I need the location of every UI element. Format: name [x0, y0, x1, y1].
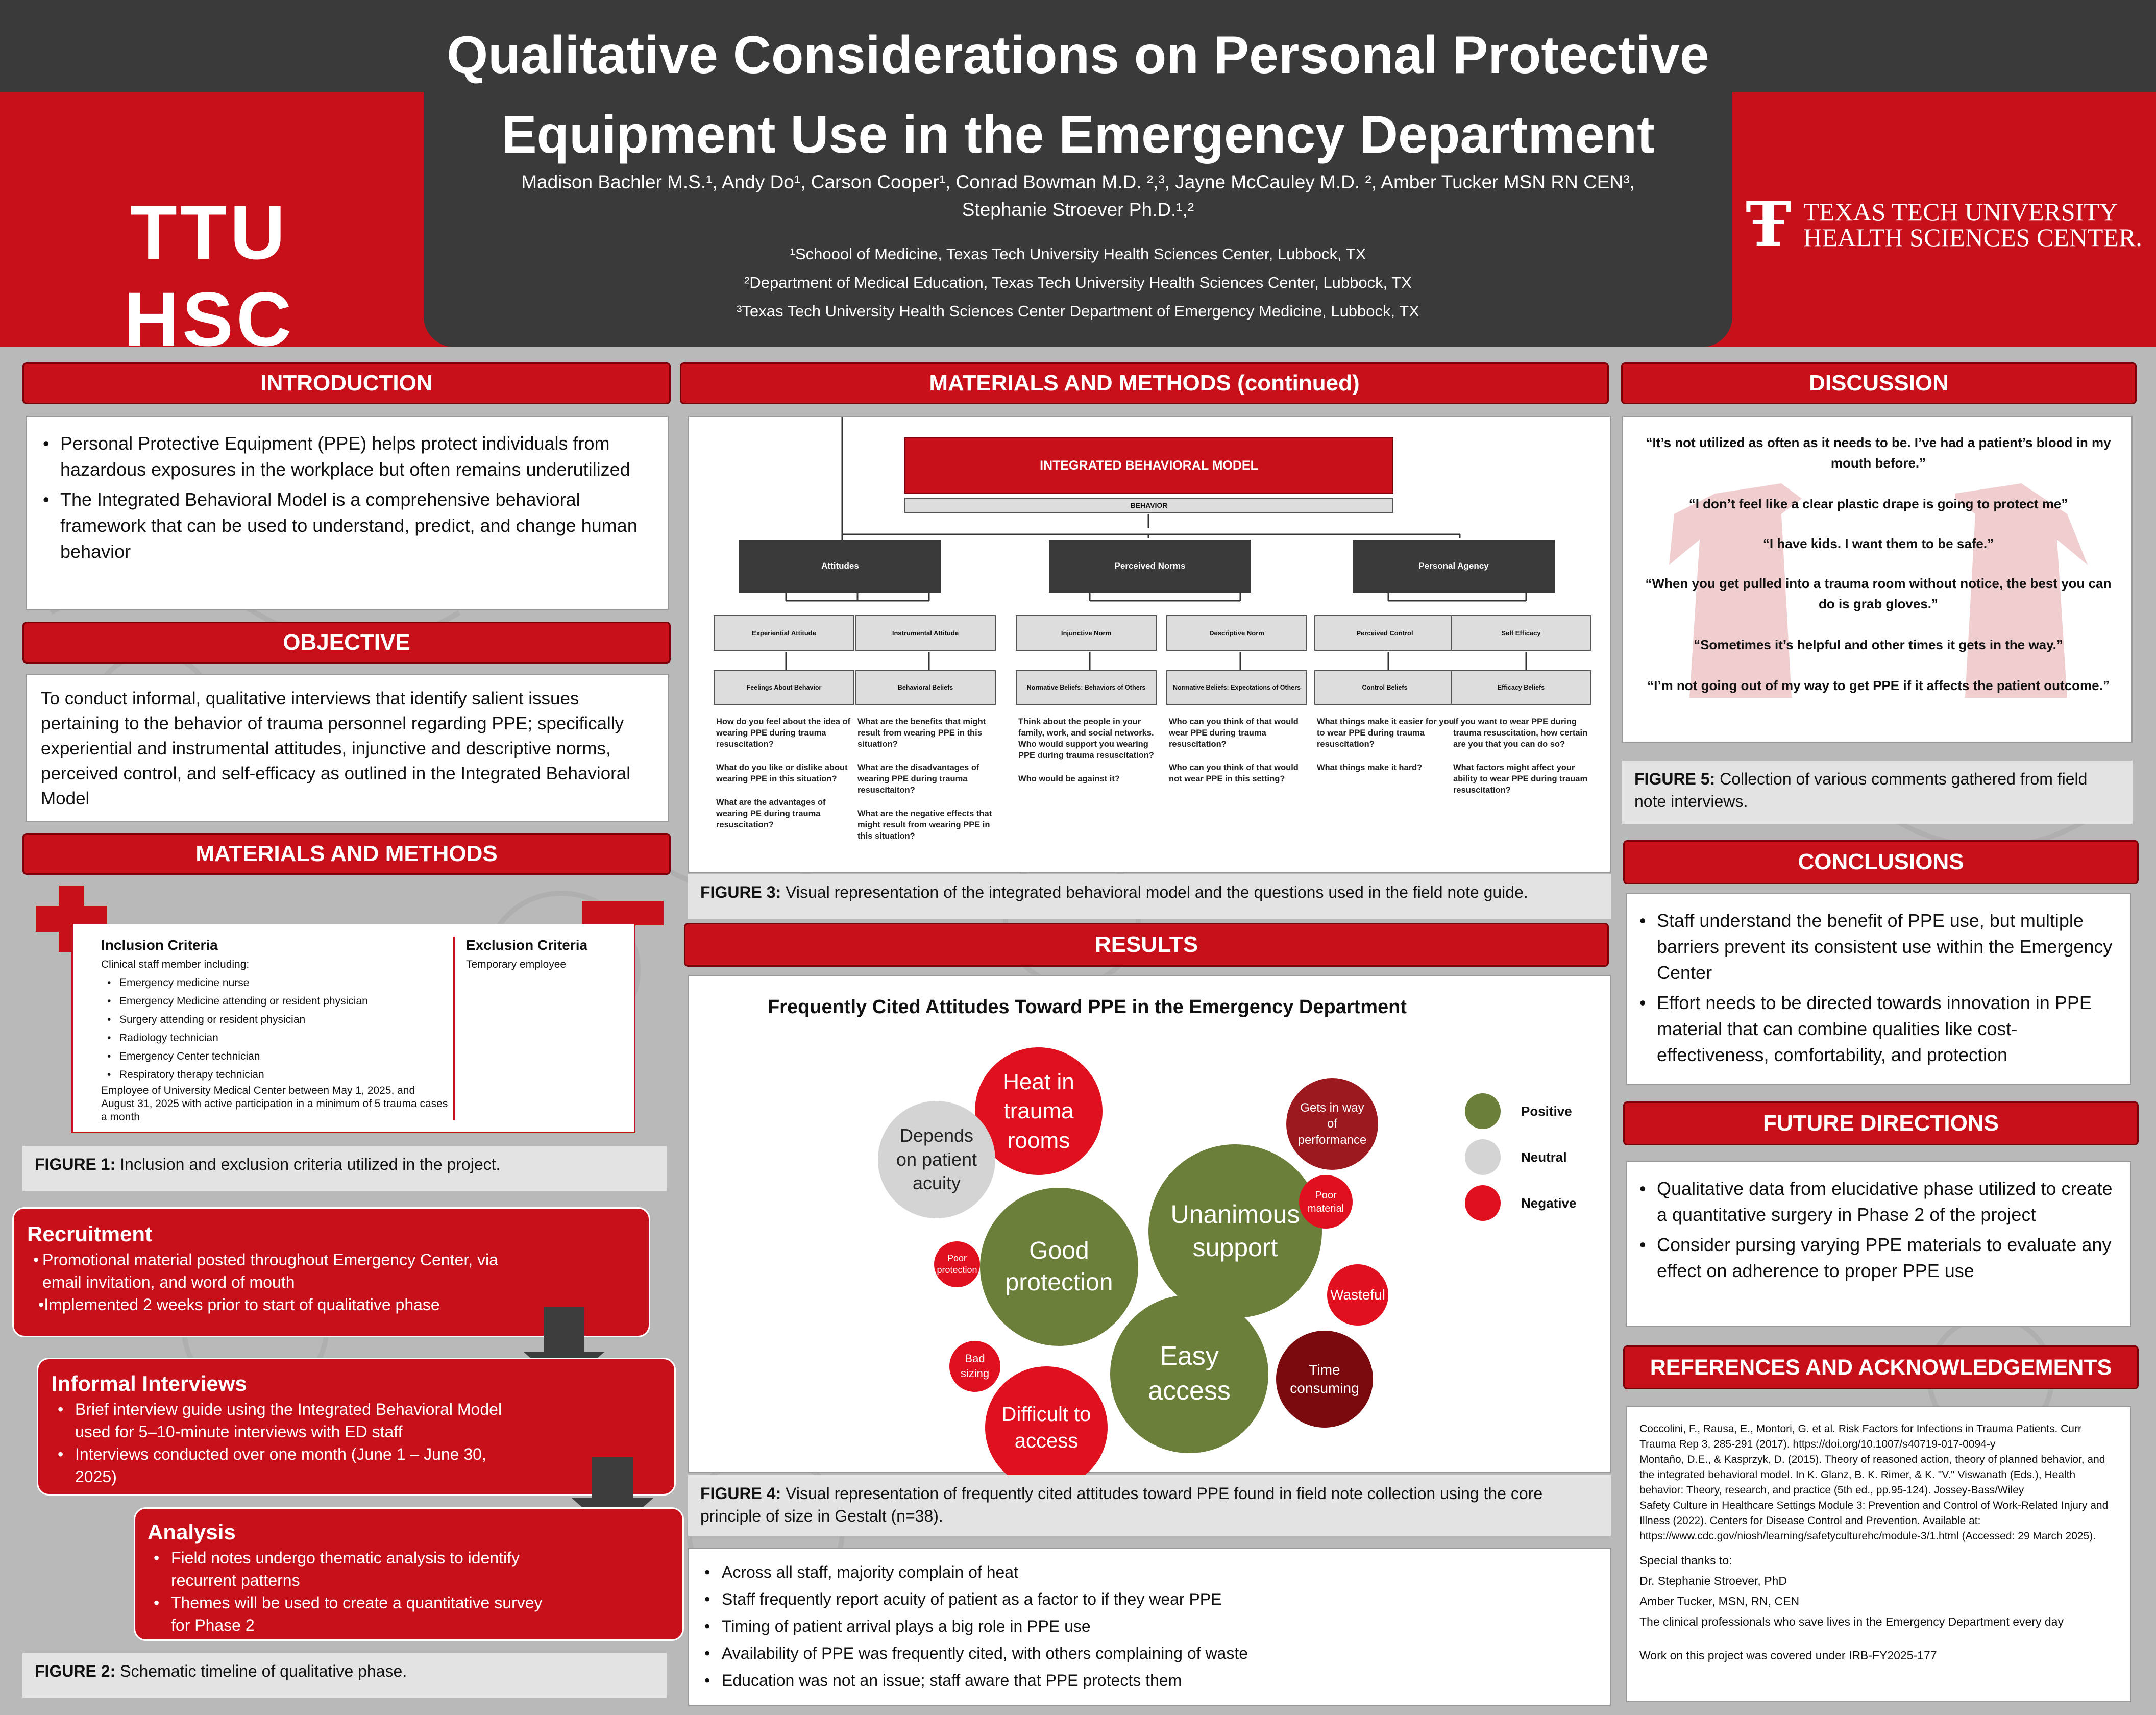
ttu-hsc-medicine-logo: TTU HSC [124, 189, 295, 362]
ibm-sub-construct: Descriptive Norm [1166, 615, 1307, 651]
ibm-question: Who can you think of that would not wear PPE in this setting? [1169, 763, 1298, 783]
inclusion-item: • Surgery attending or resident physician [101, 1011, 448, 1029]
future-directions-heading: FUTURE DIRECTIONS [1623, 1101, 2139, 1145]
ibm-sub-construct: Instrumental Attitude [855, 615, 996, 651]
attitude-bubble: Poor protection [934, 1241, 980, 1287]
discussion-heading: DISCUSSION [1621, 362, 2137, 404]
figure-1-caption: FIGURE 1: Inclusion and exclusion criteria utilized in the project. [22, 1146, 667, 1191]
interview-bullet: • Brief interview guide using the Integrated Behavioral Model used for 5–10-minute interviews with ED staff [52, 1398, 521, 1443]
ibm-question: How do you feel about the idea of wearing PPE during trauma resuscitation? [716, 717, 851, 749]
behavior-box: BEHAVIOR [904, 498, 1393, 513]
ibm-question: What are the advantages of wearing PE during trauma resuscitation? [716, 798, 826, 829]
informal-interviews-step: Informal Interviews • Brief interview guide using the Integrated Behavioral Model used for 5–10-minute interviews with ED staff • Interviews conducted over one month (June 1 – June 30, 2025) [37, 1358, 676, 1496]
timeline-arrow-stem [544, 1307, 584, 1353]
inclusion-item: • Emergency Medicine attending or resident physician [101, 992, 448, 1011]
ibm-belief-box: Efficacy Beliefs [1451, 670, 1591, 705]
results-bullet: • Availability of PPE was frequently cited, with others complaining of waste [698, 1640, 1601, 1667]
ibm-question: What things make it easier for you to wear PPE during trauma resuscitation? [1317, 717, 1454, 749]
authors: Madison Bachler M.S.¹, Andy Do¹, Carson Cooper¹, Conrad Bowman M.D. ²,³, Jayne McCauley M.D. ², Amber Tucker MSN RN CEN³, Stephanie Stroever Ph.D.¹,² [521, 172, 1635, 220]
ibm-question-group [1453, 716, 1594, 808]
ibm-question-group [857, 716, 998, 854]
conclusions-panel [1626, 893, 2132, 1085]
intro-bullet: • The Integrated Behavioral Model is a comprehensive behavioral framework that can be used to understand, predict, and change human behavior [37, 486, 657, 565]
legend-swatch [1465, 1185, 1501, 1221]
recruitment-step: Recruitment • Promotional material posted throughout Emergency Center, via email invitation, and word of mouth •Implemented 2 weeks prior to start of qualitative phase [12, 1207, 650, 1337]
ibm-belief-box: Normative Beliefs: Behaviors of Others [1016, 670, 1157, 705]
ibm-sub-construct: Self Efficacy [1451, 615, 1591, 651]
construct-perceived-norms: Perceived Norms [1049, 540, 1251, 593]
results-panel [688, 1548, 1611, 1706]
ibm-question: What factors might affect your ability to wear PPE during trauam resuscitation? [1453, 763, 1588, 795]
inclusion-item: • Radiology technician [101, 1029, 448, 1047]
ibm-title-box: INTEGRATED BEHAVIORAL MODEL [904, 437, 1393, 494]
conclusions-heading: CONCLUSIONS [1623, 840, 2139, 884]
attitude-bubble: Depends on patient acuity [878, 1101, 995, 1218]
interview-quote: “I have kids. I want them to be safe.” [1762, 536, 1994, 551]
attitudes-bubble-chart [688, 975, 1611, 1473]
objective-text: To conduct informal, qualitative interviews that identify salient issues pertaining to the behavior of trauma personnel regarding PPE; specifically experiential and instrumental attitudes, injunctive and descriptive norms, perceived control, and self-efficacy as outlined in the Integrated Behavioral Model [41, 689, 631, 808]
ibm-question: Think about the people in your family, work, and social networks. Who would support you wearing PPE during trauma resuscitation? [1018, 717, 1154, 760]
ibm-question: What are the negative effects that might result from wearing PPE in this situation? [857, 809, 992, 841]
legend-label: Positive [1521, 1104, 1572, 1119]
ibm-question-group [716, 716, 857, 843]
ibm-question: Who can you think of that would wear PPE during trauma resuscitation? [1169, 717, 1298, 749]
interview-quote: “When you get pulled into a trauma room without notice, the best you can do is grab gloves.” [1645, 576, 2112, 611]
objective-heading: OBJECTIVE [22, 622, 671, 664]
poster-title: Qualitative Considerations on Personal Protective Equipment Use in the Emergency Department [447, 26, 1709, 164]
ibm-question: What are the benefits that might result from wearing PPE in this situation? [857, 717, 986, 749]
ibm-question: What things make it hard? [1317, 763, 1423, 772]
exclusion-criteria: Exclusion Criteria Temporary employee [466, 937, 588, 970]
attitude-bubble: Poor material [1299, 1175, 1353, 1229]
results-bullet: • Education was not an issue; staff aware that PPE protects them [698, 1667, 1601, 1694]
results-bullet: • Across all staff, majority complain of heat [698, 1559, 1601, 1586]
interview-quote: “Sometimes it’s helpful and other times it gets in the way.” [1694, 637, 2063, 652]
interview-quote: “I’m not going out of my way to get PPE if it affects the patient outcome.” [1647, 678, 2110, 693]
timeline-arrow-stem [592, 1457, 633, 1498]
ibm-question: What do you like or dislike about wearing PPE in this situation? [716, 763, 848, 783]
inclusion-criteria: Inclusion Criteria Clinical staff member including: • Emergency medicine nurse • Emergency Medicine attending or resident physician • Surgery attending or resident physician • Radiology technician • Emergency Center technician • Respiratory therapy technician Employee of University Medical Center between May 1, 2025, and August 31, 2025 with active participation in a minimum of 5 trauma cases a month [101, 935, 448, 1124]
ibm-question-group [1018, 716, 1159, 797]
ibm-sub-construct: Experiential Attitude [714, 615, 854, 651]
attitude-bubble: Gets in way of performance [1286, 1078, 1378, 1170]
ibm-belief-box: Feelings About Behavior [714, 670, 854, 705]
legend-swatch [1465, 1139, 1501, 1175]
ibm-question: If you want to wear PPE during trauma resuscitation, how certain are you that you can do so? [1453, 717, 1588, 749]
red-bar-decoration [582, 901, 664, 925]
results-bullet: • Staff frequently report acuity of patient as a factor to if they wear PPE [698, 1586, 1601, 1613]
analysis-step: Analysis • Field notes undergo thematic analysis to identify recurrent patterns • Themes will be used to create a quantitative survey for Phase 2 [134, 1507, 684, 1641]
reference-1: Coccolini, F., Rausa, E., Montori, G. et al. Risk Factors for Infections in Trauma Patients. Curr Trauma Rep 3, 285-291 (2017). https://doi.org/10.1007/s40719-017-0094-y [1639, 1423, 2081, 1450]
results-bullet: • Timing of patient arrival plays a big role in PPE use [698, 1613, 1601, 1640]
future-directions-panel [1626, 1161, 2132, 1327]
construct-personal-agency: Personal Agency [1353, 540, 1555, 593]
introduction-heading: INTRODUCTION [22, 362, 671, 404]
methods-continued-heading: MATERIALS AND METHODS (continued) [680, 362, 1609, 404]
legend-label: Neutral [1521, 1149, 1567, 1165]
irb-note: Work on this project was covered under IRB-FY2025-177 [1639, 1649, 1937, 1662]
construct-attitudes: Attitudes [739, 540, 941, 593]
thanks-item: Amber Tucker, MSN, RN, CEN [1639, 1595, 1800, 1608]
analysis-bullet: • Field notes undergo thematic analysis to identify recurrent patterns [148, 1547, 556, 1591]
inclusion-item: • Emergency Center technician [101, 1047, 448, 1066]
results-heading: RESULTS [684, 923, 1609, 967]
inclusion-item: • Emergency medicine nurse [101, 974, 448, 992]
double-t-icon: Ŧ [1746, 188, 1792, 260]
analysis-bullet: • Themes will be used to create a quantitative survey for Phase 2 [148, 1591, 556, 1636]
texas-tech-hsc-logo: Ŧ TEXAS TECH UNIVERSITY HEALTH SCIENCES CENTER. [1746, 188, 2142, 260]
ibm-sub-construct: Injunctive Norm [1016, 615, 1157, 651]
reference-3: Safety Culture in Healthcare Settings Module 3: Prevention and Control of Work-Related Injury and Illness (2022). Centers for Disease Control and Prevention. Available at: https://www.cdc.gov/niosh/learning/safetyculturehc/module-3/1.html (Accessed: 29 March 2025). [1639, 1500, 2109, 1542]
criteria-panel [71, 924, 635, 1133]
references-heading: REFERENCES AND ACKNOWLEDGEMENTS [1623, 1345, 2139, 1389]
attitude-bubble: Heat in trauma rooms [975, 1047, 1102, 1175]
ibm-question: What are the disadvantages of wearing PPE during trauma resuscitaiton? [857, 763, 979, 795]
references-panel [1626, 1406, 2132, 1702]
intro-bullet: • Personal Protective Equipment (PPE) helps protect individuals from hazardous exposures in the workplace but often remains underutilized [37, 430, 657, 482]
thanks-item: Dr. Stephanie Stroever, PhD [1639, 1574, 1787, 1587]
attitude-bubble: Difficult to access [985, 1366, 1108, 1489]
ibm-question-group [1169, 716, 1310, 797]
ibm-figure [688, 416, 1611, 873]
affiliations: ¹Schoool of Medicine, Texas Tech University Health Sciences Center, Lubbock, TX ²Department of Medical Education, Texas Tech University Health Sciences Center, Lubbock, TX ³Texas Tech University Health Sciences Center Department of Emergency Medicine, Lubbock, TX [737, 245, 1419, 320]
figure-5-caption: FIGURE 5: Collection of various comments gathered from field note interviews. [1622, 761, 2133, 824]
figure-2-caption: FIGURE 2: Schematic timeline of qualitative phase. [22, 1653, 667, 1698]
reference-2: Montaño, D.E., & Kasprzyk, D. (2015). Theory of reasoned action, theory of planned behavior, and the integrated behavioral model. In K. Glanz, B. K. Rimer, & K. "V." Viswanath (Eds.), Health behavior: Theory, research, and practice (5th ed., pp.95-124). Jossey-Bass/Wiley [1639, 1454, 2105, 1496]
attitude-bubble: Time consuming [1276, 1331, 1373, 1428]
legend-label: Negative [1521, 1195, 1577, 1211]
ibm-belief-box: Control Beliefs [1314, 670, 1455, 705]
interview-quote: “It’s not utilized as often as it needs to be. I’ve had a patient’s blood in my mouth before.” [1646, 435, 2111, 471]
ibm-belief-box: Normative Beliefs: Expectations of Others [1166, 670, 1307, 705]
legend-swatch [1465, 1093, 1501, 1129]
criteria-divider [453, 937, 455, 1120]
inclusion-item: • Respiratory therapy technician [101, 1066, 448, 1084]
discussion-quotes-panel [1622, 416, 2133, 743]
future-bullet: • Consider pursing varying PPE materials to evaluate any effect on adherence to proper PPE use [1633, 1232, 2124, 1284]
ibm-question-group [1317, 716, 1458, 786]
objective-panel [26, 674, 669, 822]
chart-title: Frequently Cited Attitudes Toward PPE in the Emergency Department [767, 996, 1407, 1018]
ibm-question: Who would be against it? [1018, 774, 1120, 783]
attitude-bubble: Easy access [1110, 1295, 1268, 1453]
attitude-bubble: Bad sizing [949, 1341, 1000, 1392]
interview-quote: “I don’t feel like a clear plastic drape is going to protect me” [1688, 496, 2068, 511]
interview-bullet: • Interviews conducted over one month (June 1 – June 30, 2025) [52, 1443, 521, 1488]
conclusion-bullet: • Staff understand the benefit of PPE use, but multiple barriers prevent its consistent use within the Emergency Center [1633, 908, 2124, 986]
thanks-item: The clinical professionals who save lives in the Emergency Department every day [1639, 1615, 2064, 1628]
ibm-belief-box: Behavioral Beliefs [855, 670, 996, 705]
materials-methods-heading: MATERIALS AND METHODS [22, 833, 671, 875]
ibm-sub-construct: Perceived Control [1314, 615, 1455, 651]
future-bullet: • Qualitative data from elucidative phase utilized to create a quantitative surgery in Phase 2 of the project [1633, 1175, 2124, 1228]
conclusion-bullet: • Effort needs to be directed towards innovation in PPE material that can combine qualities like cost-effectiveness, comfortability, and protection [1633, 990, 2124, 1068]
introduction-panel [26, 416, 669, 610]
attitude-bubble: Wasteful [1327, 1264, 1388, 1326]
attitude-bubble: Good protection [980, 1188, 1138, 1346]
figure-4-caption: FIGURE 4: Visual representation of frequently cited attitudes toward PPE found in field note collection using the core principle of size in Gestalt (n=38). [688, 1475, 1611, 1536]
attitude-bubble: Unanimous support [1148, 1144, 1322, 1318]
thanks-intro: Special thanks to: [1639, 1554, 1732, 1567]
figure-3-caption: FIGURE 3: Visual representation of the integrated behavioral model and the questions used in the field note guide. [688, 874, 1611, 919]
